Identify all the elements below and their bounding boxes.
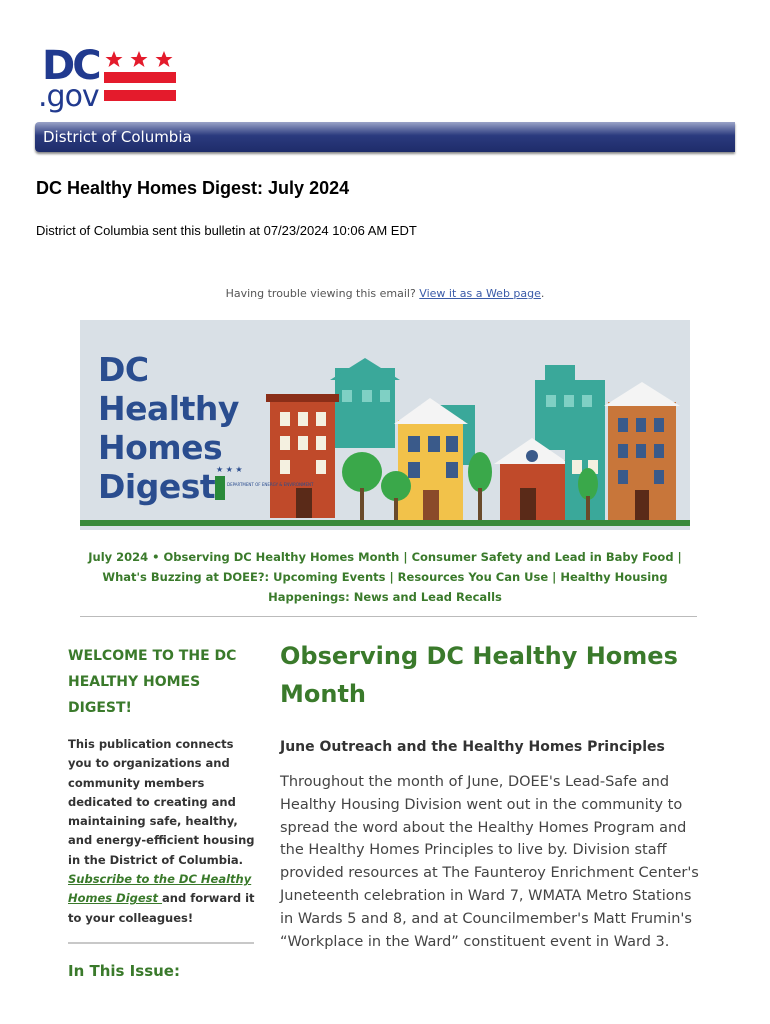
trouble-viewing-line <box>0 287 770 300</box>
in-this-issue-heading: In This Issue: <box>68 962 180 980</box>
hero-title <box>98 350 239 506</box>
flag-bars-icon <box>104 72 176 108</box>
logo-dc-text: DC <box>42 43 99 89</box>
sidebar-divider <box>68 942 254 944</box>
welcome-heading: WELCOME TO THE DC HEALTHY HOMES DIGEST! <box>68 648 237 716</box>
dc-gov-logo[interactable] <box>38 43 178 114</box>
welcome-body <box>68 735 256 928</box>
doee-label: DEPARTMENT OF ENERGY & ENVIRONMENT <box>227 482 314 487</box>
banner-label: District of Columbia <box>43 128 192 146</box>
issue-toc: July 2024 • Observing DC Healthy Homes Month | Consumer Safety and Lead in Baby Food | What's Buzzing at DOEE?: Upcoming Events | Resources You Can Use | Healthy Housing Happenings: News and Lead Recalls <box>88 550 682 604</box>
hero-line: Digest <box>98 467 216 506</box>
article-paragraph: Throughout the month of June, DOEE's Lead-Safe and Healthy Housing Division went out in the community to spread the word about the Healthy Homes Program and the Healthy Homes Principles to live by. Division staff provided resources at The Faunteroy Enrichment Center's Juneteenth celebration in Ward 7, WMATA Metro Stations in Wards 5 and 8, and at Councilmember's Matt Frumin's “Workplace in the Ward” constituent event in Ward 3. <box>280 774 699 950</box>
article-subheading: June Outreach and the Healthy Homes Principles <box>280 739 665 755</box>
district-banner <box>35 122 735 152</box>
flag-stars-icon <box>104 50 176 68</box>
welcome-sidebar <box>68 643 256 928</box>
trouble-end: . <box>540 287 545 300</box>
trouble-text: Having trouble viewing this email? <box>225 287 420 300</box>
bulletin-title: DC Healthy Homes Digest: July 2024 <box>36 178 350 198</box>
logo-gov-text: .gov <box>38 79 99 114</box>
view-web-page-link[interactable]: View it as a Web page <box>419 287 541 300</box>
hero-line: DC <box>98 350 149 389</box>
main-article <box>280 637 700 953</box>
article-heading: Observing DC Healthy Homes Month <box>280 642 678 708</box>
hero-banner <box>80 320 690 530</box>
welcome-text: This publication connects you to organizations and community members dedicated to creating and maintaining safe, healthy, and energy-efficient housing in the District of Columbia. <box>68 737 255 867</box>
bulletin-sent-line: District of Columbia sent this bulletin at 07/23/2024 10:06 AM EDT <box>36 223 417 238</box>
hero-line: Homes <box>98 428 223 467</box>
svg-text:★ ★ ★: ★ ★ ★ <box>216 465 243 474</box>
toc-divider <box>80 616 697 617</box>
hero-line: Healthy <box>98 389 239 428</box>
welcome-text-end: and forward it to your colleagues! <box>68 891 255 925</box>
subscribe-link[interactable]: Subscribe to the DC Healthy Homes Digest <box>68 872 252 906</box>
